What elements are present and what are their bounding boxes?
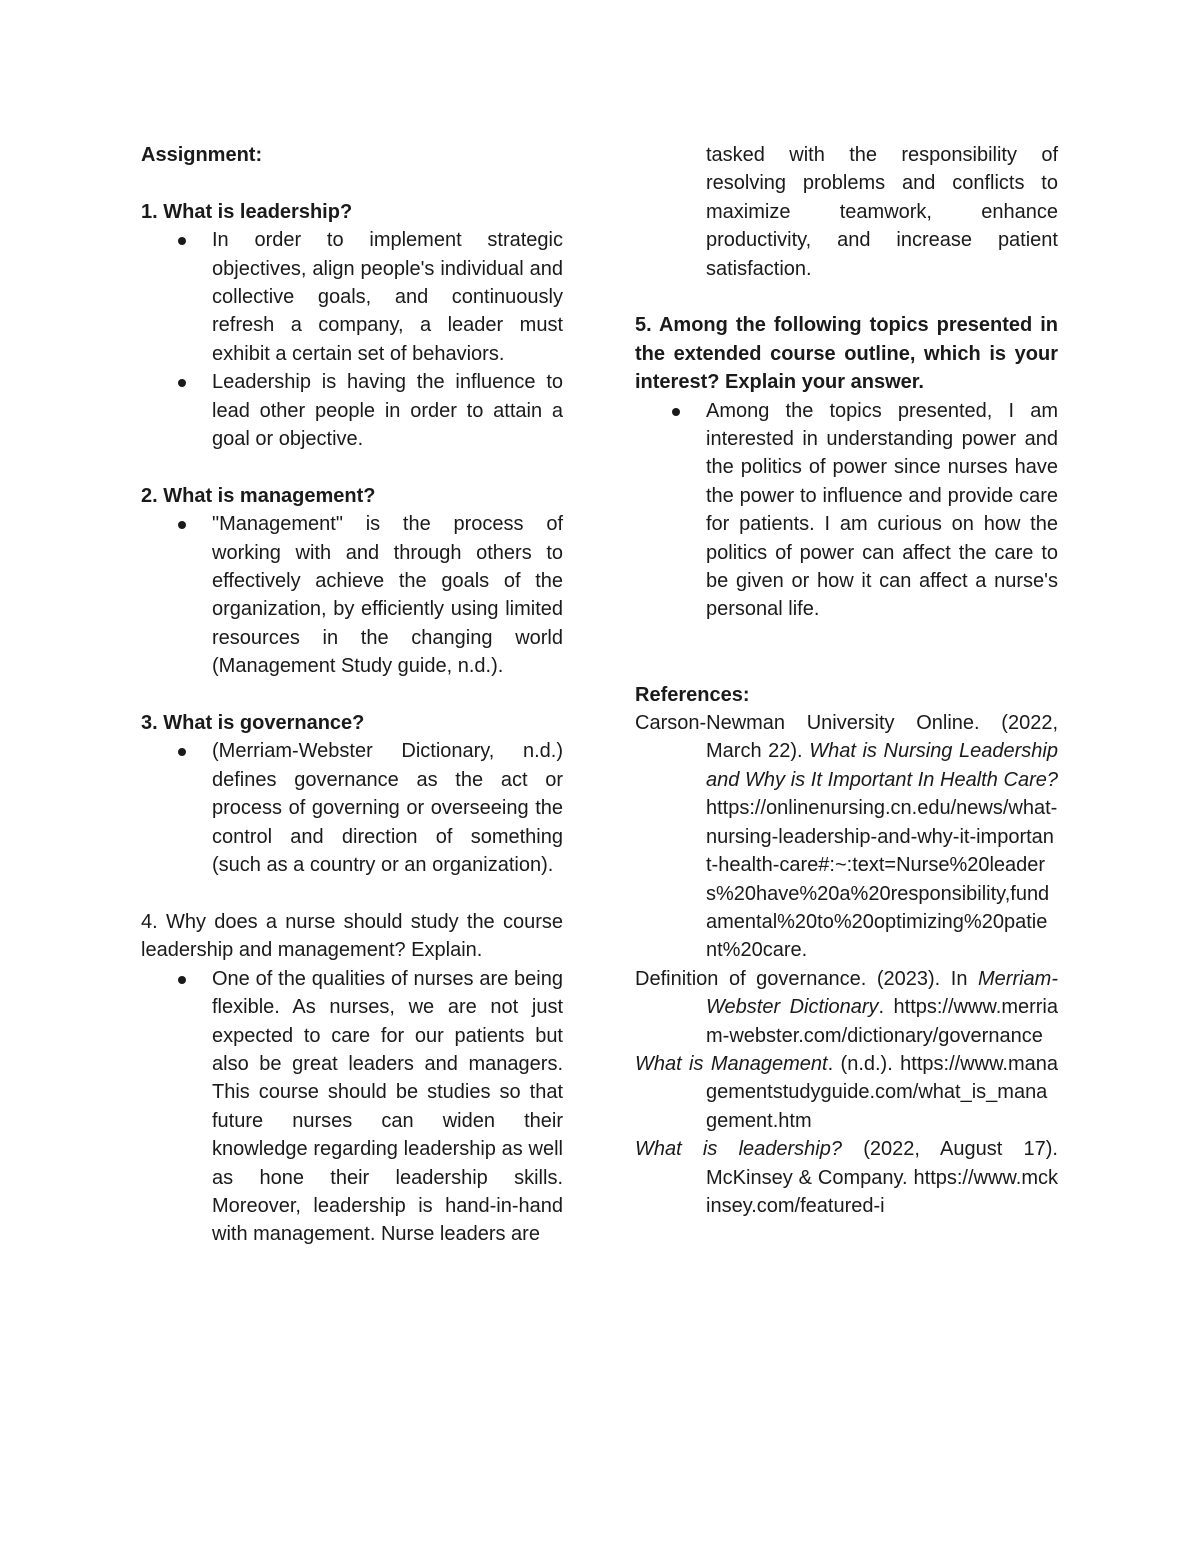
list-item: In order to implement strategic objectives, align people's individual and collective goals, and continuously refresh a company, a leader must exhibit a certain set of behaviors. [141, 226, 563, 368]
reference-item: What is Management. (n.d.). https://www.managementstudyguide.com/what_is_management.htm [635, 1052, 1058, 1132]
q2-heading: 2. What is management? [141, 484, 376, 507]
reference-link[interactable]: https://www.mckinsey.com/featured-i [706, 1166, 1058, 1217]
list-item: "Management" is the process of working with and through others to effectively achieve the goals of the organization, by efficiently using limited resources in the changing world (Management Study guide, n.d.). [141, 510, 563, 680]
list-item: Leadership is having the influence to lead other people in order to attain a goal or objective. [141, 368, 563, 453]
q5-heading: 5. Among the following topics presented in the extended course outline, which is your interest? Explain your answer. [635, 314, 1058, 394]
list-item: One of the qualities of nurses are being flexible. As nurses, we are not just expected to care for our patients but also be great leaders and managers. This course should be studies so that future nurses can widen their knowledge regarding leadership as well as hone their leadership skills. Moreover, leadership is hand-in-hand with management. Nurse leaders are [141, 965, 563, 1249]
reference-item: Carson-Newman University Online. (2022, March 22). What is Nursing Leadership and Why is It Important In Health Care? https://onlinenursing.cn.edu/news/what-nursing-leadership-and-why-it-important-health-care#:~:text=Nurse%20leaders%20have%20a%20responsibility,fundamental%20to%20optimizing%20patient%20care. [635, 712, 1058, 962]
q4-answer-continued: tasked with the responsibility of resolving problems and conflicts to maximize teamwork, enhance productivity, and increase patient satisfaction. [706, 144, 1058, 280]
list-item: (Merriam-Webster Dictionary, n.d.) defines governance as the act or process of governing or overseeing the control and direction of something (such as a country or an organization). [141, 737, 563, 879]
bullet-icon [672, 408, 680, 416]
bullet-icon [178, 521, 186, 529]
bullet-icon [178, 379, 186, 387]
bullet-icon [178, 976, 186, 984]
reference-item: What is leadership? (2022, August 17). McKinsey & Company. https://www.mckinsey.com/featured-i [635, 1138, 1058, 1217]
reference-link[interactable]: https://www.merriam-webster.com/dictionary/governance [706, 996, 1058, 1047]
reference-link[interactable]: https://onlinenursing.cn.edu/news/what-nursing-leadership-and-why-it-important-health-care#:~:text=Nurse%20leaders%20have%20a%20responsibility,fundamental%20to%20optimizing%20patient%20care. [706, 797, 1058, 962]
q1-heading: 1. What is leadership? [141, 200, 353, 223]
assignment-title: Assignment: [141, 144, 263, 166]
q4-heading: 4. Why does a nurse should study the course leadership and management? Explain. [141, 910, 563, 962]
right-column [635, 141, 1058, 1220]
bullet-icon [178, 237, 186, 245]
bullet-icon [178, 748, 186, 756]
q3-heading: 3. What is governance? [141, 712, 365, 735]
left-column [141, 141, 563, 1249]
reference-link[interactable]: https://www.managementstudyguide.com/what_is_management.htm [706, 1052, 1058, 1132]
list-item: Among the topics presented, I am interested in understanding power and the politics of power since nurses have the power to influence and provide care for patients. I am curious on how the politics of power can affect the care to be given or how it can affect a nurse's personal life. [635, 397, 1058, 624]
reference-item: Definition of governance. (2023). In Merriam-Webster Dictionary. https://www.merriam-webster.com/dictionary/governance [635, 967, 1058, 1047]
references-heading: References: [635, 683, 750, 706]
